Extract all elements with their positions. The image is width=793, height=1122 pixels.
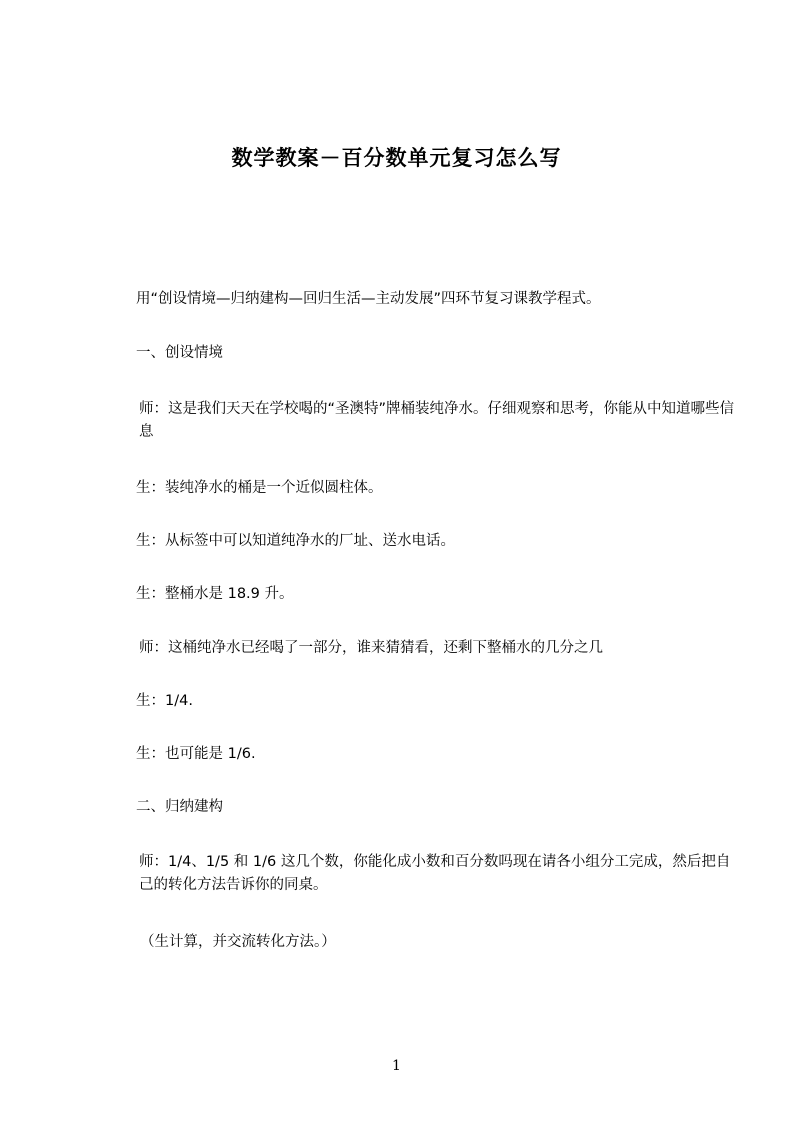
page-number: 1: [392, 1058, 401, 1074]
paragraph-student-1: 生：装纯净水的桶是一个近似圆柱体。: [136, 480, 383, 496]
paragraph-student-3: 生：整桶水是 18.9 升。: [136, 586, 294, 602]
paragraph-intro: 用“创设情境—归纳建构—回归生活—主动发展”四环节复习课教学程式。: [136, 291, 601, 307]
section-heading-1: 一、创设情境: [136, 345, 223, 361]
paragraph-teacher-3: 师：1/4、1/5 和 1/6 这几个数，你能化成小数和百分数吗现在请各小组分工完成，然后把自己的转化方法告诉你的同桌。: [139, 854, 731, 893]
paragraph-teacher-1: 师：这是我们天天在学校喝的“圣澳特”牌桶装纯净水。仔细观察和思考，你能从中知道哪些信息: [139, 401, 735, 440]
paragraph-teacher-2: 师：这桶纯净水已经喝了一部分，谁来猜猜看，还剩下整桶水的几分之几: [139, 640, 603, 656]
section-heading-2: 二、归纳建构: [136, 799, 223, 815]
document-title: 数学教案－百分数单元复习怎么写: [231, 146, 562, 170]
paragraph-student-2: 生：从标签中可以知道纯净水的厂址、送水电话。: [136, 533, 455, 549]
paragraph-student-5: 生：也可能是 1/6.: [136, 746, 256, 762]
paragraph-note: （生计算，并交流转化方法。）: [140, 934, 336, 950]
paragraph-student-4: 生：1/4.: [136, 693, 193, 709]
